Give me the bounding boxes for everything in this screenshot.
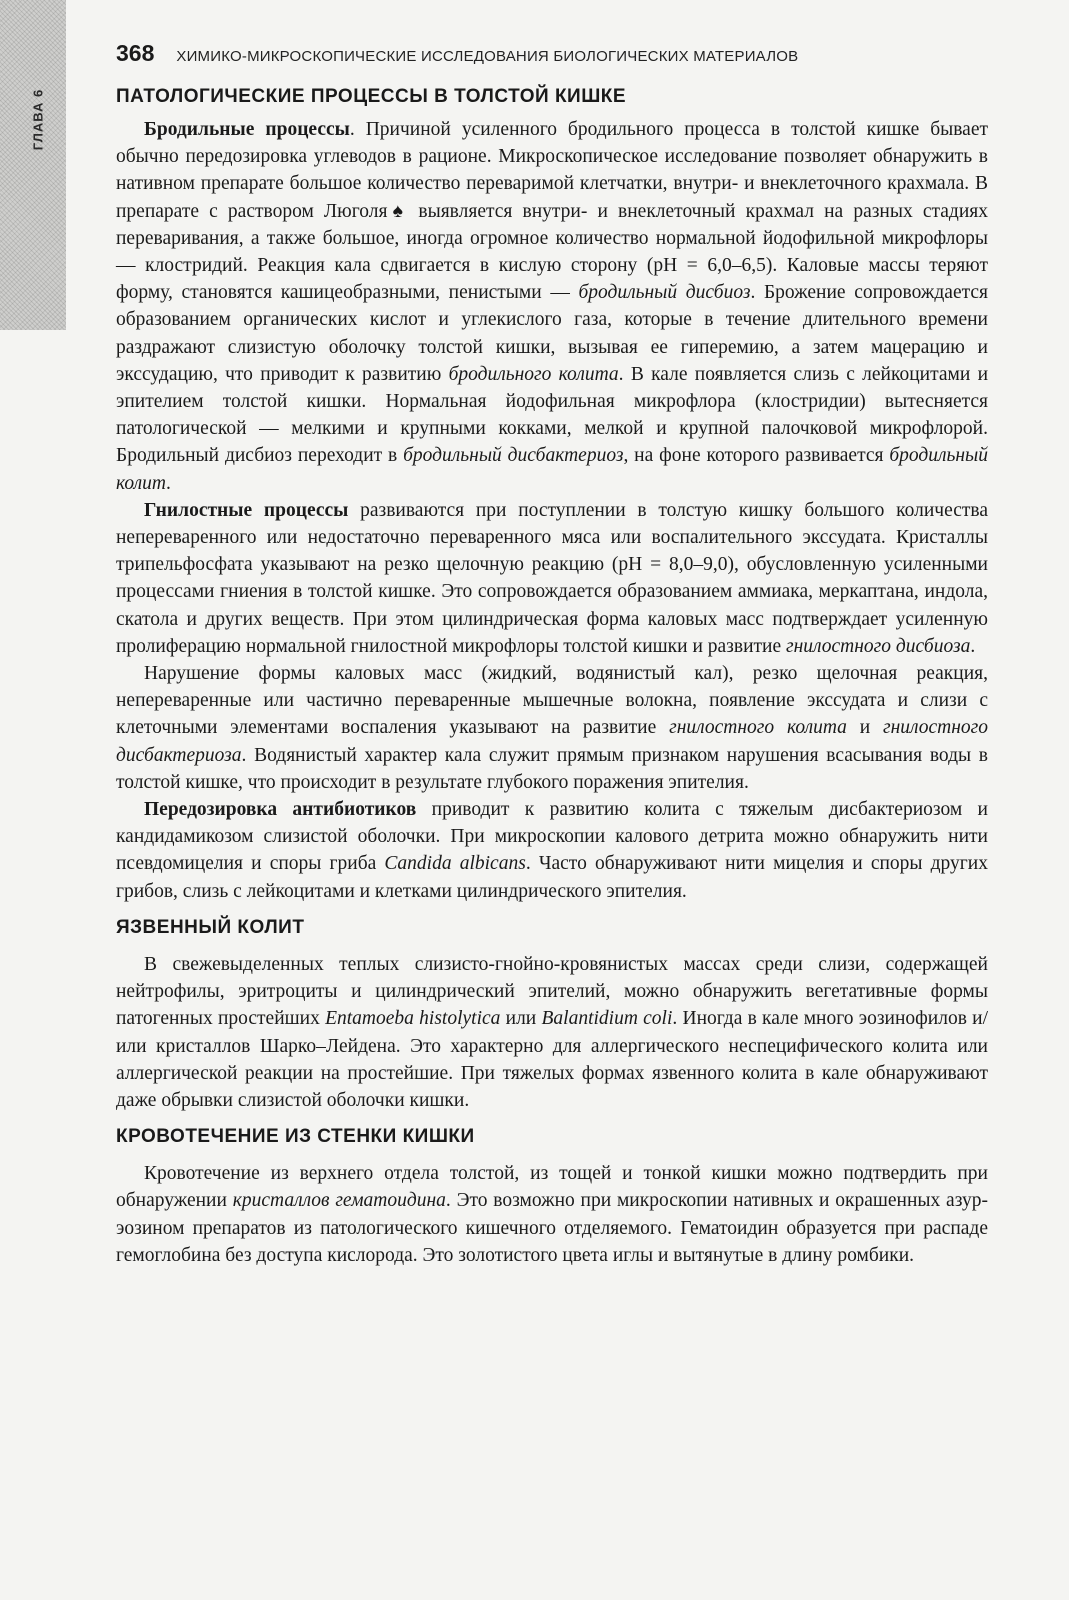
paragraph-stool-form: Нарушение формы каловых масс (жидкий, водянистый кал), резко щелочная реакция, непереваренные или частично переваренные мышечные волокна, появление экссудата и слизи с клеточными элементами воспаления указывают на развитие гнилостного колита и гнилостного дисбактериоза. Водянистый характер кала служит прямым признаком нарушения всасывания воды в толстой кишке, что происходит в результате глубокого поражения эпителия.: [116, 663, 989, 793]
chapter-label: ГЛАВА 6: [30, 88, 46, 150]
term-putrefactive-colitis: гнилостного колита: [669, 717, 847, 739]
page-content: [116, 82, 988, 1269]
term-putrefactive-dysbiosis: гнилостного дисбиоза: [786, 635, 971, 657]
section-heading-ulcerative-colitis: ЯЗВЕННЫЙ КОЛИТ: [116, 916, 305, 938]
chapter-tab: [28, 84, 48, 154]
term-balantidium: Balantidium coli: [541, 1008, 673, 1030]
paragraph-antibiotics: Передозировка антибиотиков приводит к развитию колита с тяжелым дисбактериозом и кандидамикозом слизистой оболочки. При микроскопии калового детрита можно обнаружить нити псевдомицелия и споры гриба Candida albicans. Часто обнаруживают нити мицелия и споры других грибов, слизь с лейкоцитами и клетками цилиндрического эпителия.: [116, 799, 988, 902]
term-fermentation-dysbacteriosis: бродильный дисбактериоз: [403, 445, 624, 467]
section-heading-pathological-processes: ПАТОЛОГИЧЕСКИЕ ПРОЦЕССЫ В ТОЛСТОЙ КИШКЕ: [116, 86, 627, 107]
paragraph-intestinal-bleeding: Кровотечение из верхнего отдела толстой, из тощей и тонкой кишки можно подтвердить при обнаружении кристаллов гематоидина. Это возможно при микроскопии нативных и окрашенных азур-эозином препаратов из патологического кишечного отделяемого. Гематоидин образуется при распаде гемоглобина без доступа кислорода. Это золотистого цвета иглы и вытянутые в длину ромбики.: [116, 1163, 988, 1266]
paragraph-ulcerative-colitis: В свежевыделенных теплых слизисто-гнойно-кровянистых массах среди слизи, содержащей нейтрофилы, эритроциты и цилиндрический эпителий, можно обнаружить вегетативные формы патогенных простейших Entamoeba histolytica или Balantidium coli. Иногда в кале много эозинофилов и/или кристаллов Шарко–Лейдена. Это характерно для аллергического неспецифического колита или аллергической реакции на простейшие. При тяжелых формах язвенного колита в кале обнаруживают даже обрывки слизистой оболочки кишки.: [116, 953, 989, 1111]
paragraph-fermentation: Бродильные процессы. Причиной усиленного бродильного процесса в толстой кишке бывает обычно передозировка углеводов в рационе. Микроскопическое исследование позволяет обнаружить в нативном препарате большое количество переваримой клетчатки, внутри- и внеклеточного крахмала. В препарате с раствором Люголя♠ выявляется внутри- и внеклеточный крахмал на разных стадиях переваривания, а также большое, иногда огромное количество нормальной йодофильной микрофлоры — клостридий. Реакция кала сдвигается в кислую сторону (pH = 6,0–6,5). Каловые массы теряют форму, становятся кашицеобразными, пенистыми — бродильный дисбиоз. Брожение сопровождается образованием органических кислот и углекислого газа, которые в течение длительного времени раздражают слизистую оболочку толстой кишки, вызывая ее гиперемию, а затем мацерацию и экссудацию, что приводит к развитию бродильного колита. В кале появляется слизь с лейкоцитами и эпителием толстой кишки. Нормальная йодофильная микрофлора (клостридии) вытесняется патологической — мелкими и крупными кокками, мелкой и крупной палочковой микрофлорой. Бродильный дисбиоз переходит в бродильный дисбактериоз, на фоне которого развивается бродильный колит.: [116, 119, 989, 494]
term-fermentation-colitis: бродильного колита: [448, 363, 619, 385]
term-fermentation: Бродильные процессы: [144, 119, 350, 140]
term-antibiotics: Передозировка антибиотиков: [144, 799, 417, 821]
term-putrefaction: Гнилостные процессы: [144, 499, 349, 521]
running-title: ХИМИКО-МИКРОСКОПИЧЕСКИЕ ИССЛЕДОВАНИЯ БИОЛОГИЧЕСКИХ МАТЕРИАЛОВ: [176, 48, 799, 65]
page-number: 368: [116, 40, 155, 66]
term-fermentation-dysbiosis: бродильный дисбиоз: [578, 282, 751, 304]
running-head: [116, 40, 1009, 67]
term-candida: Candida albicans: [384, 853, 526, 875]
paragraph-putrefaction: Гнилостные процессы развиваются при поступлении в толстую кишку большого количества непереваренного или недостаточно переваренного мяса или воспалительного экссудата. Кристаллы трипельфосфата указывают на резко щелочную реакцию (pH = 8,0–9,0), обусловленную усиленными процессами гниения в толстой кишке. Это сопровождается образованием аммиака, меркаптана, индола, скатола и других веществ. При этом цилиндрическая форма каловых масс подтверждает усиленную пролиферацию нормальной гнилостной микрофлоры толстой кишки и развитие гнилостного дисбиоза.: [116, 499, 988, 657]
section-heading-intestinal-bleeding: КРОВОТЕЧЕНИЕ ИЗ СТЕНКИ КИШКИ: [116, 1126, 475, 1148]
term-hematoidin-crystals: кристаллов гематоидина: [232, 1190, 446, 1212]
term-fermentation-colitis-2: бродильный колит: [116, 445, 989, 494]
term-putrefactive-dysbacteriosis: гнилостного дисбактериоза: [116, 717, 989, 766]
chapter-side-strip: [0, 0, 66, 330]
term-entamoeba: Entamoeba histolytica: [325, 1008, 501, 1030]
